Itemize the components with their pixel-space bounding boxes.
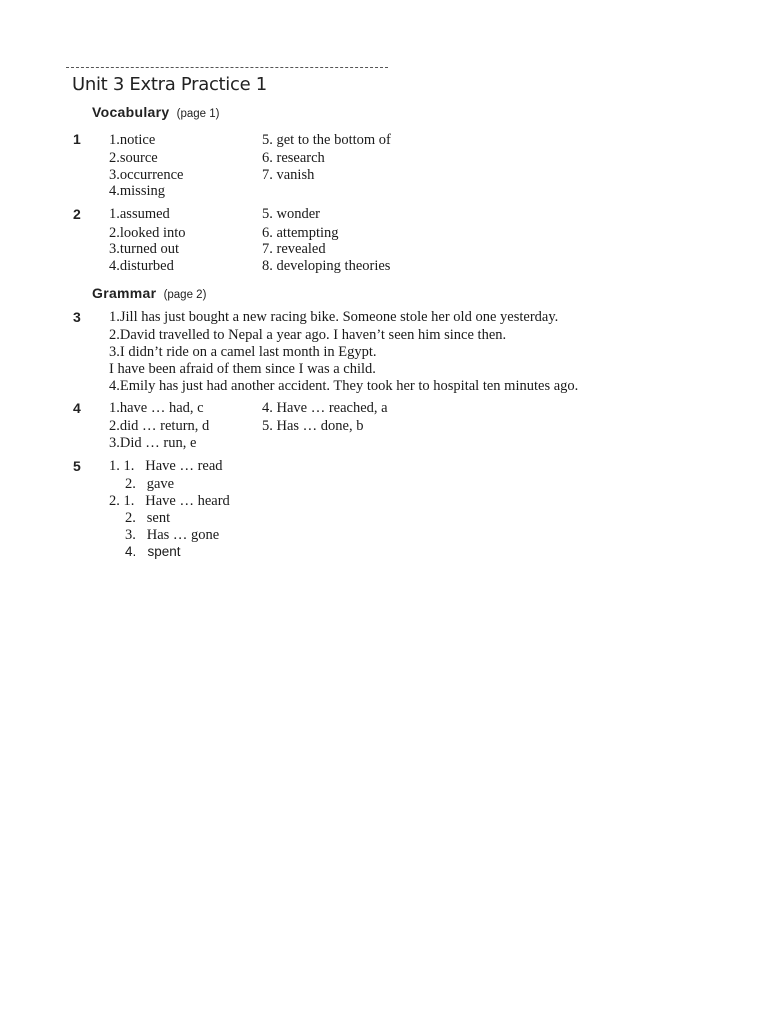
exercise-3-number: 3 (73, 309, 81, 325)
ex4-answer-2: 2.did … return, d (109, 418, 210, 434)
ex3-line-3: 3.I didn’t ride on a camel last month in Egypt. (109, 344, 377, 360)
page-title: Unit 3 Extra Practice 1 (72, 74, 267, 95)
ex4-answer-1: 1.have … had, c (109, 400, 204, 416)
exercise-4-number: 4 (73, 400, 81, 416)
grammar-label: Grammar (92, 285, 157, 301)
ex2-answer-7: 7. revealed (262, 241, 326, 257)
ex4-answer-3: 3.Did … run, e (109, 435, 197, 451)
exercise-1-number: 1 (73, 131, 81, 147)
ex5-line-2: 2. gave (125, 476, 175, 492)
ex2-answer-5: 5. wonder (262, 206, 320, 222)
grammar-page-ref: (page 2) (163, 289, 207, 301)
ex5-line-6: 4. spent (125, 544, 181, 559)
ex3-line-5: 4.Emily has just had another accident. They took her to hospital ten minutes ago. (109, 378, 579, 394)
vocabulary-page-ref: (page 1) (176, 108, 220, 120)
ex1-answer-4: 4.missing (109, 183, 165, 199)
ex2-answer-8: 8. developing theories (262, 258, 391, 274)
ex2-answer-3: 3.turned out (109, 241, 180, 257)
exercise-2-number: 2 (73, 206, 81, 222)
exercise-5-number: 5 (73, 458, 81, 474)
header-rule (66, 67, 388, 68)
ex1-answer-3: 3.occurrence (109, 167, 184, 183)
ex2-answer-6: 6. attempting (262, 225, 339, 241)
ex3-line-1: 1.Jill has just bought a new racing bike. Someone stole her old one yesterday. (109, 309, 559, 325)
grammar-heading (92, 285, 206, 301)
ex5-line-1: 1. 1. Have … read (109, 458, 223, 474)
ex2-answer-4: 4.disturbed (109, 258, 174, 274)
vocabulary-heading (92, 104, 219, 120)
ex2-answer-2: 2.looked into (109, 225, 186, 241)
ex3-line-4: I have been afraid of them since I was a child. (109, 361, 376, 377)
ex2-answer-1: 1.assumed (109, 206, 170, 222)
ex5-line-5: 3. Has … gone (125, 527, 220, 543)
ex5-line-3: 2. 1. Have … heard (109, 493, 230, 509)
ex1-answer-1: 1.notice (109, 132, 156, 148)
ex3-line-2: 2.David travelled to Nepal a year ago. I haven’t seen him since then. (109, 327, 507, 343)
ex5-line-4: 2. sent (125, 510, 171, 526)
ex4-answer-4: 4. Have … reached, a (262, 400, 388, 416)
vocabulary-label: Vocabulary (92, 104, 170, 120)
ex1-answer-7: 7. vanish (262, 167, 315, 183)
ex1-answer-2: 2.source (109, 150, 158, 166)
ex1-answer-6: 6. research (262, 150, 325, 166)
ex1-answer-5: 5. get to the bottom of (262, 132, 391, 148)
ex4-answer-5: 5. Has … done, b (262, 418, 364, 434)
